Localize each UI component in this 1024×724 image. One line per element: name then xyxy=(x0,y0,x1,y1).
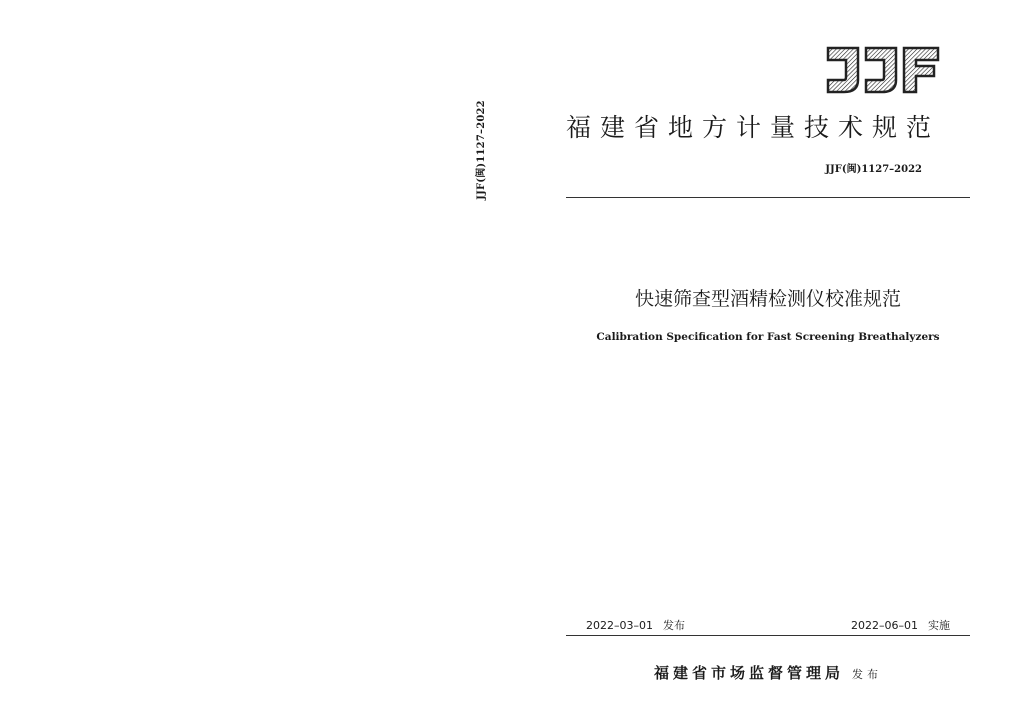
effective-date: 2022–06–01 xyxy=(851,619,918,632)
issue-date-block xyxy=(586,617,726,635)
org-title: 福建省地方计量技术规范 xyxy=(566,113,941,142)
issue-label: 发布 xyxy=(663,619,685,632)
bottom-divider xyxy=(566,635,970,636)
logo-letter-j-2 xyxy=(866,48,896,92)
title-english: Calibration Specification for Fast Screening Breathalyzers xyxy=(596,331,940,343)
logo-letter-f xyxy=(904,48,938,92)
issue-date: 2022–03–01 xyxy=(586,619,653,632)
publisher-name: 福建省市场监督管理局 xyxy=(653,664,844,682)
effective-date-block xyxy=(800,617,950,635)
effective-label: 实施 xyxy=(928,619,950,632)
document-code: JJF(闽)1127–2022 xyxy=(825,164,922,175)
jjf-logo xyxy=(824,44,942,96)
top-divider xyxy=(566,197,970,198)
logo-letter-j-1 xyxy=(828,48,858,92)
title-chinese: 快速筛查型酒精检测仪校准规范 xyxy=(634,288,901,310)
spine-code: JJF(闽)1127–2022 xyxy=(476,100,487,200)
publisher-suffix: 发布 xyxy=(852,668,882,681)
publisher-line xyxy=(566,660,970,686)
